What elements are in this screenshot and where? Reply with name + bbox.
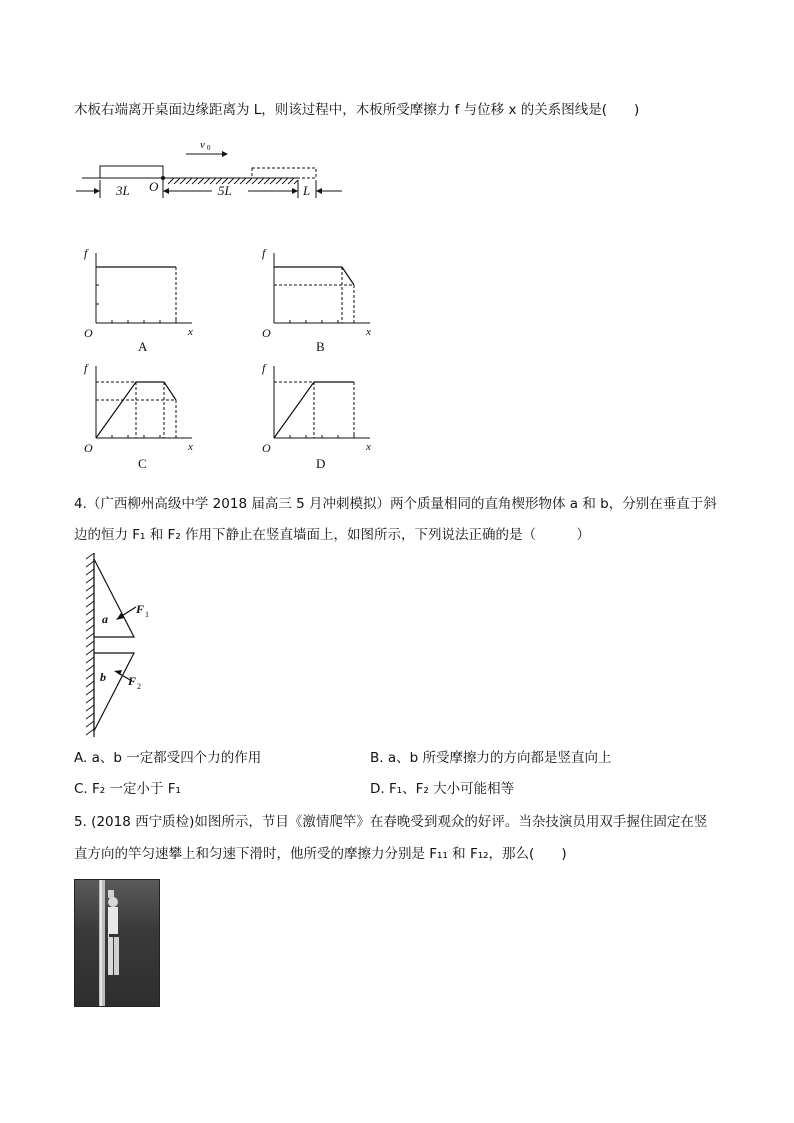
axis-origin-label: O	[262, 326, 271, 340]
v0-subscript: 0	[207, 144, 211, 152]
seg-L-label: L	[303, 183, 311, 198]
graph-A	[84, 245, 204, 355]
axis-f-label: f	[84, 246, 88, 260]
wedge-wall-diagram	[80, 553, 170, 741]
axis-x-label: x	[188, 326, 193, 338]
seg-5L-label: 5L	[218, 183, 232, 198]
q4-option-B[interactable]: B. a、b 所受摩擦力的方向都是竖直向上	[370, 750, 612, 766]
force-F2-subscript: 2	[137, 682, 141, 691]
force-F1-label: F	[136, 602, 145, 616]
axis-x-label: x	[366, 326, 371, 338]
q4-stem-line2: 边的恒力 F₁ 和 F₂ 作用下静止在竖直墙面上，如图所示，下列说法正确的是（ ）	[74, 527, 591, 543]
q5-stem-line1: 5. (2018 西宁质检)如图所示，节目《激情爬竿》在春晚受到观众的好评。当杂技演员用双手握住固定在竖	[74, 814, 708, 830]
q4-option-A[interactable]: A. a、b 一定都受四个力的作用	[74, 750, 262, 766]
axis-f-label: f	[262, 362, 266, 375]
axis-x-label: x	[188, 441, 193, 453]
board-table-diagram	[72, 136, 352, 202]
force-F2-label: F	[128, 674, 137, 688]
q4-stem-line1: 4.（广西柳州高级中学 2018 届高三 5 月冲刺模拟）两个质量相同的直角楔形物体 a 和 b，分别在垂直于斜	[74, 496, 717, 512]
seg-3L-label: 3L	[116, 183, 130, 198]
axis-origin-label: O	[262, 441, 271, 455]
axis-origin-label: O	[84, 441, 93, 455]
pole-climber-photo	[74, 879, 160, 1007]
graph-B	[262, 245, 382, 355]
q4-option-D[interactable]: D. F₁、F₂ 大小可能相等	[370, 781, 515, 797]
q5-stem-line2: 直方向的竿匀速攀上和匀速下滑时，他所受的摩擦力分别是 F₁₁ 和 F₁₂，那么( )	[74, 846, 567, 862]
graph-B-label: B	[316, 339, 325, 354]
graph-A-label: A	[138, 339, 148, 354]
pole-climber-illustration	[75, 880, 159, 1006]
wedge-a-label: a	[102, 612, 108, 626]
q3-stem: 木板右端离开桌面边缘距离为 L，则该过程中，木板所受摩擦力 f 与位移 x 的关系图线是( )	[74, 102, 640, 118]
axis-origin-label: O	[84, 326, 93, 340]
graph-D	[262, 362, 382, 472]
q4-option-C[interactable]: C. F₂ 一定小于 F₁	[74, 781, 181, 797]
axis-f-label: f	[262, 246, 266, 260]
graph-D-label: D	[316, 456, 326, 471]
axis-f-label: f	[84, 362, 88, 375]
v0-label: v	[200, 139, 205, 151]
origin-O-label: O	[149, 179, 159, 194]
graph-C-label: C	[138, 456, 147, 471]
wedge-b-label: b	[100, 670, 106, 684]
force-F1-subscript: 1	[145, 610, 149, 619]
axis-x-label: x	[366, 441, 371, 453]
graph-C	[84, 362, 204, 472]
